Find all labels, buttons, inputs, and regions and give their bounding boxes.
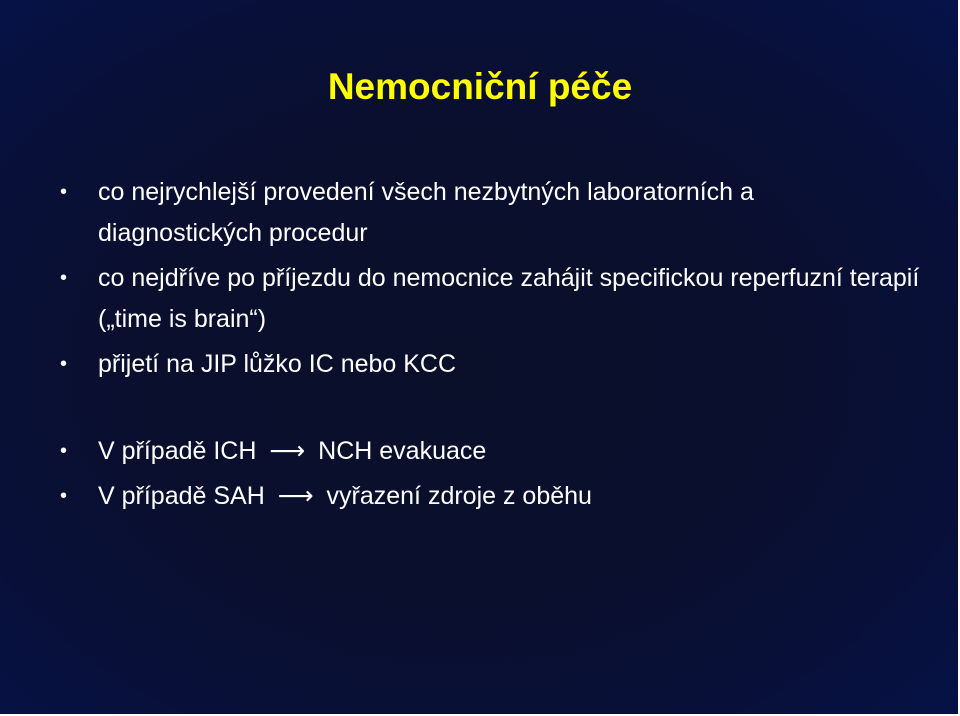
bullet-item	[60, 344, 920, 385]
bullet-text: co nejrychlejší provedení všech nezbytných laboratorních a diagnostických procedur	[98, 178, 754, 247]
bullet-item	[60, 476, 920, 517]
bullet-list	[60, 172, 920, 521]
bullet-icon: •	[60, 485, 68, 507]
bullet-text: přijetí na JIP lůžko IC nebo KCC	[98, 350, 457, 378]
bullet-item	[60, 258, 920, 340]
bullet-icon: •	[60, 267, 68, 289]
bullet-item	[60, 172, 920, 254]
arrow-right-icon: ⟶	[277, 482, 314, 510]
bullet-text-before: V případě ICH	[98, 437, 257, 465]
bullet-icon: •	[60, 353, 68, 375]
bullet-icon: •	[60, 181, 68, 203]
bullet-text-after: vyřazení zdroje z oběhu	[326, 482, 592, 510]
bullet-text-after: NCH evakuace	[318, 437, 487, 465]
bullet-text: co nejdříve po příjezdu do nemocnice zahájit specifickou reperfuzní terapií („time is brain“)	[98, 264, 920, 333]
bullet-text-before: V případě SAH	[98, 482, 265, 510]
bullet-icon: •	[60, 440, 68, 462]
arrow-right-icon: ⟶	[269, 437, 306, 465]
slide-title: Nemocniční péče	[327, 66, 633, 107]
bullet-item	[60, 431, 920, 472]
